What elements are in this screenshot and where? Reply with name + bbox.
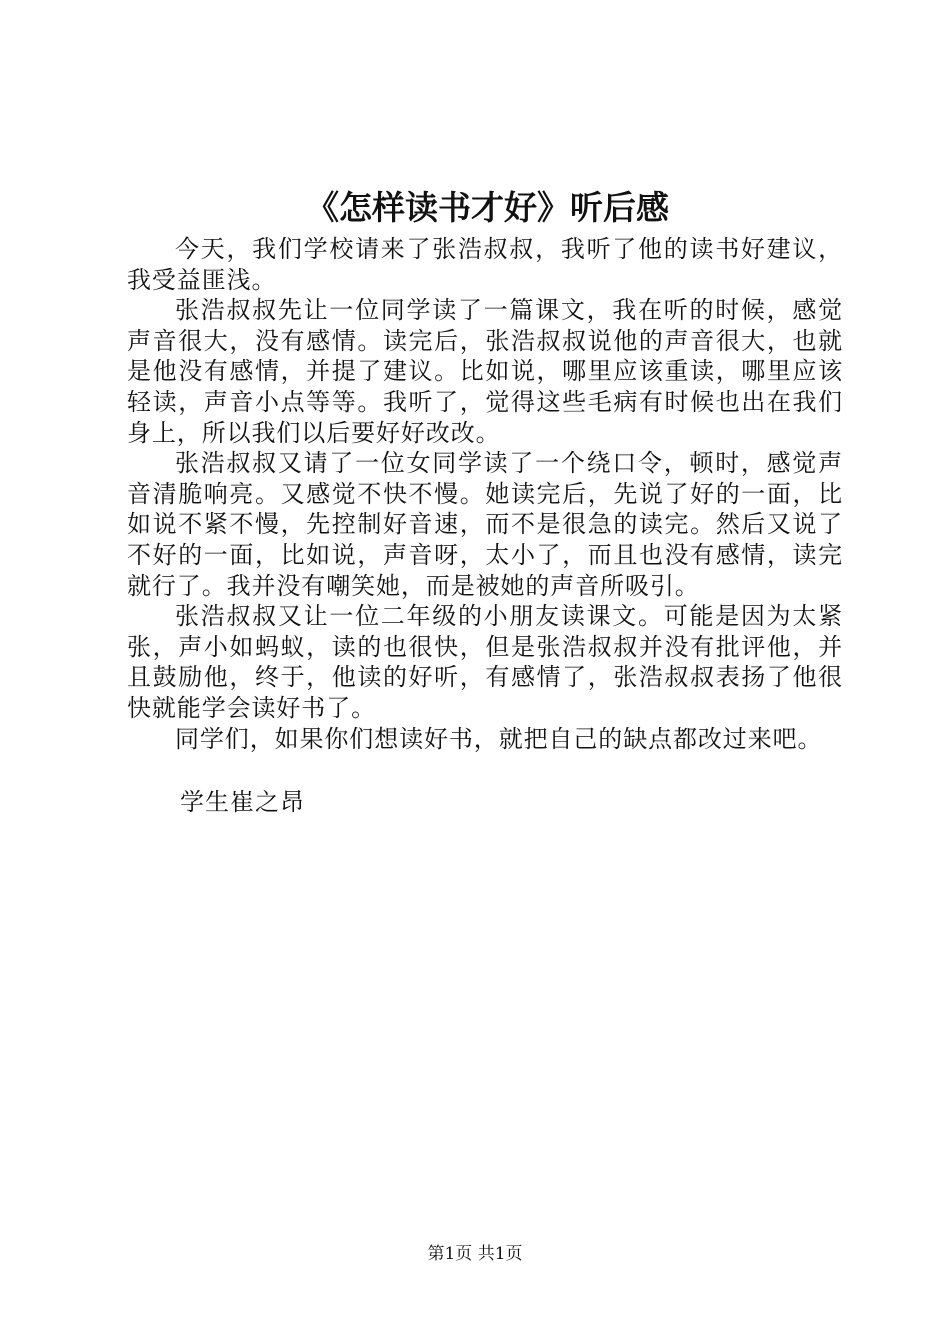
paragraph: 张浩叔叔又请了一位女同学读了一个绕口令，顿时，感觉声音清脆响亮。又感觉不快不慢。她读完后，先说了好的一面，比如说不紧不慢，先控制好音速，而不是很急的读完。然后又说了不好的一面，比如说，声音呀，太小了，而且也没有感情，读完就行了。我并没有嘲笑她，而是被她的声音所吸引。: [127, 449, 843, 600]
paragraph: 张浩叔叔先让一位同学读了一篇课文，我在听的时候，感觉声音很大，没有感情。读完后，张浩叔叔说他的声音很大，也就是他没有感情，并提了建议。比如说，哪里应该重读，哪里应该轻读，声音小点等等。我听了，觉得这些毛病有时候也出在我们身上，所以我们以后要好好改改。: [127, 296, 843, 447]
page-footer: 第1页 共1页: [427, 1244, 523, 1264]
paragraph: 今天，我们学校请来了张浩叔叔，我听了他的读书好建议，我受益匪浅。: [127, 235, 843, 294]
document-title: 《怎样读书才好》听后感: [306, 188, 669, 227]
author-signature: 学生崔之昂: [180, 788, 305, 816]
paragraph: 张浩叔叔又让一位二年级的小朋友读课文。可能是因为太紧张，声小如蚂蚁，读的也很快，但是张浩叔叔并没有批评他，并且鼓励他，终于，他读的好听，有感情了，张浩叔叔表扬了他很快就能学会读好书了。: [127, 602, 843, 722]
paragraph: 同学们，如果你们想读好书，就把自己的缺点都改过来吧。: [175, 724, 823, 753]
document-body: [127, 234, 843, 754]
